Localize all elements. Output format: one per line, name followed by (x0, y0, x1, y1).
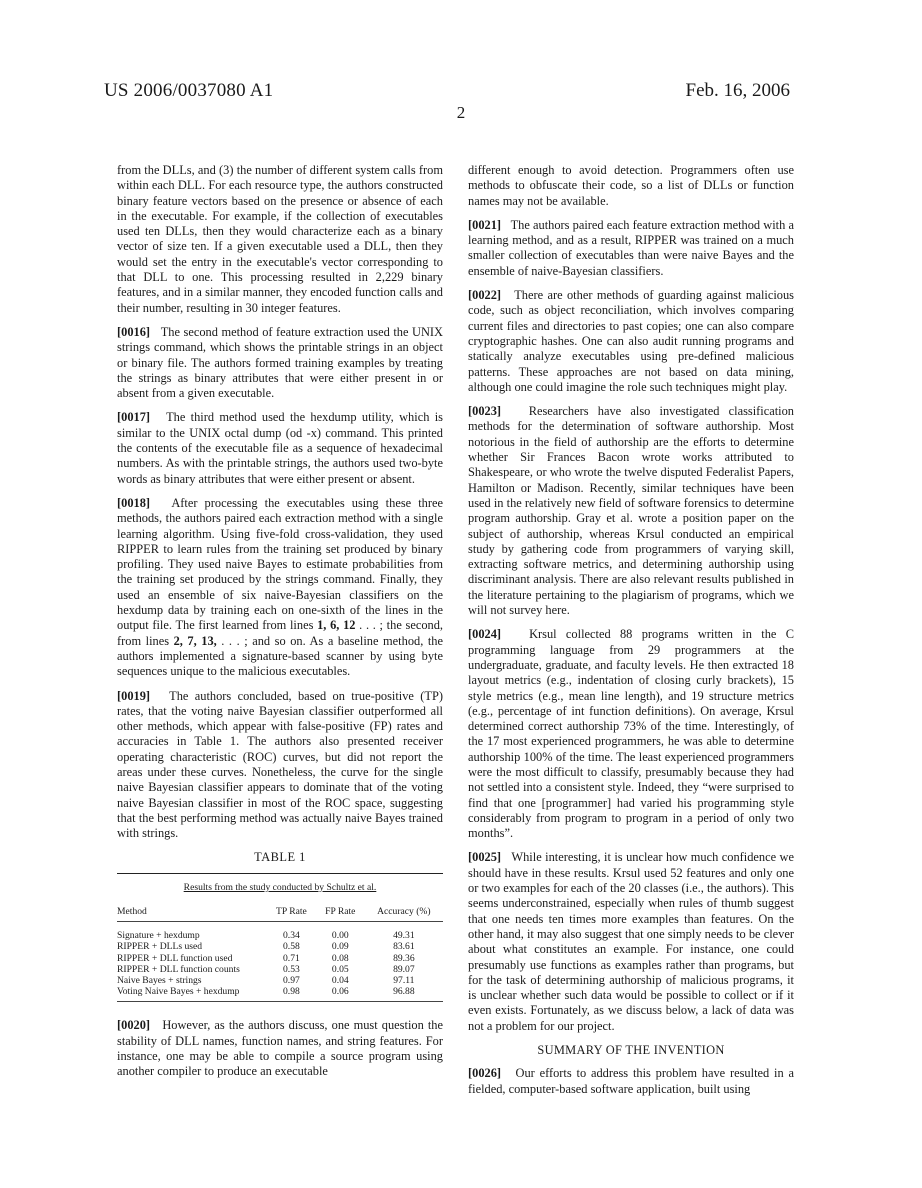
column-header-accuracy: Accuracy (%) (377, 906, 431, 918)
paragraph-number: [0022] (468, 288, 502, 303)
paragraph-0021 (468, 218, 794, 279)
table-title: TABLE 1 (254, 850, 306, 865)
paragraph-0017 (117, 410, 443, 486)
left-column (117, 163, 443, 1089)
paragraph-text: There are other methods of guarding against malicious code, such as object reconciliation, which involves comparing current files and directories to past copies; one can also compare cryptographic hashes. One can also audit running programs and statically analyze executables using pre-defined malicious patterns. These approaches are not based on data mining, although one could imagine the role such techniques might play. (468, 288, 794, 394)
paragraph-text: . . . ; and so on. As a baseline method, the authors implemented a signature-based scanner by using byte sequences unique to the malicious executables. (117, 633, 443, 679)
table-row (117, 941, 443, 952)
paragraph-text: The second method of feature extraction used the UNIX strings command, which shows the printable strings in an object or binary file. The authors formed training examples by treating the strings as binary attributes that were either present in or absent from a given executable. (117, 324, 444, 401)
fp-rate-cell: 0.00 (331, 930, 349, 942)
page-number: 2 (456, 103, 466, 122)
paragraph-text: Krsul collected 88 programs written in the C programming language from 29 programmers at the undergraduate, graduate, and faculty levels. He then extracted 18 layout metrics (e.g., indentation of closing curly brackets), 15 style metrics (e.g., mean line length), and 19 structure metrics (e.g., percentage of int function definitions). On average, Krsul determined correct authorship 73% of the time. Interestingly, of the 17 most experienced programmers, he was able to determine authorship 100% of the time. The least experienced programmers were the most difficult to classify, presumably because they had not settled into a consistent style. Indeed, they “were surprised to find that one [programmer] had varied his programming style considerably from program to program in a period of only two months”. (468, 627, 794, 841)
paragraph-0016 (117, 325, 443, 401)
paragraph-number: [0026] (468, 1066, 502, 1081)
paragraph-text: While interesting, it is unclear how much confidence we should have in these results. Krsul used 52 features and only one or two examples for each of the 20 classes (i.e., the authors). This seems underconstrained, especially when rules of thumb suggest that one needs ten times more examples than features. On the other hand, it may also suggest that one simply needs to be clever about what constitutes an example. For instance, one could presumably use functions as examples rather than programs, but for the task of determining authorship of malicious programs, it is unclear whether such data would be possible to collect or if it even exists. Fortunately, as we discuss below, a lack of data was not a problem for our project. (468, 850, 795, 1033)
paragraph-0022 (468, 288, 794, 395)
accuracy-cell: 49.31 (393, 930, 415, 942)
method-cell: Naive Bayes + strings (117, 975, 202, 987)
method-cell: RIPPER + DLL function used (117, 952, 233, 964)
table-bottom-rule (117, 1001, 443, 1002)
table-row (117, 975, 443, 986)
paragraph-0019 (117, 689, 443, 842)
paragraph-number: [0019] (117, 688, 151, 703)
right-column (468, 163, 794, 1106)
table-caption: Results from the study conducted by Schultz et al. (183, 881, 377, 893)
paragraph-text: However, as the authors discuss, one must question the stability of DLL names, function names, and string features. For instance, one may be able to compile a source program using another compiler to produce an executable (117, 1018, 443, 1079)
paragraph-continued: from the DLLs, and (3) the number of different system calls from within each DLL. For each resource type, the authors constructed binary feature vectors based on the presence or absence of each in the executable. For example, if the collection of executables used ten DLLs, then they would characterize each as a binary vector of size ten. If a given executable used a DLL, then they would set the entry in the executable's vector corresponding to that DLL to one. This processing resulted in 2,229 binary features, and in a similar manner, they encoded function calls and their number, resulting in 30 integer features. (117, 163, 443, 315)
method-cell: RIPPER + DLL function counts (117, 963, 240, 975)
column-header-method: Method (117, 906, 147, 918)
fp-rate-cell: 0.08 (331, 952, 349, 964)
tp-rate-cell: 0.97 (283, 975, 300, 987)
paragraph-number: [0021] (468, 217, 502, 232)
tp-rate-cell: 0.58 (283, 941, 300, 953)
paragraph-number: [0018] (117, 495, 151, 510)
table-row (117, 953, 443, 964)
column-header-fp-rate: FP Rate (325, 906, 356, 918)
paragraph-0025 (468, 850, 794, 1034)
table-1 (117, 850, 443, 1002)
paragraph-text: The third method used the hexdump utility, which is similar to the UNIX octal dump (od -x) command. This printed the contents of the executable file as a sequence of hexadecimal numbers. As with the printable strings, the authors used two-byte words as binary attributes that were either present or absent. (117, 410, 443, 486)
method-cell: RIPPER + DLLs used (117, 941, 203, 953)
paragraph-0026 (468, 1066, 794, 1097)
paragraph-0020 (117, 1018, 443, 1079)
tp-rate-cell: 0.53 (283, 963, 300, 975)
method-cell: Signature + hexdump (117, 930, 200, 942)
line-numbers-bold: 1, 6, 12 (317, 618, 356, 633)
paragraph-number: [0017] (117, 410, 151, 425)
paragraph-0024 (468, 627, 794, 841)
paragraph-text: The authors concluded, based on true-positive (TP) rates, that the voting naive Bayesian classifier outperformed all other methods, which appear with false-positive (FP) rates and accuracies in Table 1. The authors also presented receiver operating characteristic (ROC) curves, but did not report the areas under these curves. Nonetheless, the curve for the single naive Bayesian classifier appears to dominate that of the voting naive Bayesian classifier in most of the ROC space, suggesting that the best performing method was actually naive Bayes trained with strings. (117, 688, 444, 841)
table-row (117, 964, 443, 975)
fp-rate-cell: 0.05 (331, 963, 349, 975)
publication-number: US 2006/0037080 A1 (104, 80, 274, 101)
accuracy-cell: 97.11 (393, 975, 415, 987)
method-cell: Voting Naive Bayes + hexdump (117, 986, 240, 998)
fp-rate-cell: 0.09 (331, 941, 349, 953)
paragraph-number: [0016] (117, 324, 151, 339)
accuracy-cell: 96.88 (393, 986, 415, 998)
table-row (117, 922, 443, 942)
paragraph-number: [0023] (468, 404, 502, 419)
tp-rate-cell: 0.34 (283, 930, 300, 942)
paragraph-number: [0020] (117, 1018, 151, 1033)
paragraph-text: The authors paired each feature extraction method with a learning method, and as a result, RIPPER was trained on a much smaller collection of executables than were naive Bayes and the ensemble of naive-Bayesian classifiers. (468, 217, 794, 278)
paragraph-number: [0024] (468, 627, 502, 642)
fp-rate-cell: 0.04 (331, 975, 349, 987)
results-table (117, 904, 443, 1001)
table-row (117, 986, 443, 1001)
paragraph-0023 (468, 404, 794, 618)
table-header-row (117, 904, 443, 922)
section-heading: SUMMARY OF THE INVENTION (537, 1043, 725, 1058)
paragraph-text: . . . ; the second, from lines (117, 618, 444, 648)
paragraph-text: Our efforts to address this problem have resulted in a fielded, computer-based software application, built using (468, 1066, 794, 1096)
line-numbers-bold: 2, 7, 13, (173, 633, 217, 648)
paragraph-text: Researchers have also investigated classification methods for the determination of software authorship. Most notorious in the field of authorship are the efforts to determine whether Sir Frances Bacon wrote works attributed to Shakespeare, or who wrote the twelve disputed Federalist Papers, Hamilton or Madison. Recently, similar techniques have been used in the relatively new field of software forensics to determine program authorship. Gray et al. wrote a position paper on the subject of authorship, whereas Krsul conducted an empirical study by gathering code from programmers of varying skill, extracting software metrics, and determining authorship using discriminant analysis. There are also relevant results published in the literature pertaining to the plagiarism of programs, which we will not survey here. (468, 404, 795, 618)
paragraph-0018 (117, 496, 443, 680)
fp-rate-cell: 0.06 (331, 986, 349, 998)
paragraph-number: [0025] (468, 850, 502, 865)
column-header-tp-rate: TP Rate (275, 906, 307, 918)
paragraph-text: After processing the executables using these three methods, the authors paired each extraction method with a single learning algorithm. Using five-fold cross-validation, they used RIPPER to learn rules from the training set produced by binary profiling. They used naive Bayes to estimate probabilities from the training set produced by the strings command. Finally, they used an ensemble of six naive-Bayesian classifiers on the hexdump data by training each on one-sixth of the lines in the output file. The first learned from lines (117, 495, 443, 633)
accuracy-cell: 89.07 (393, 963, 415, 975)
paragraph-continued: different enough to avoid detection. Programmers often use methods to obfuscate their code, so a list of DLLs or function names may not be available. (468, 163, 794, 208)
accuracy-cell: 89.36 (393, 952, 415, 964)
tp-rate-cell: 0.71 (283, 952, 300, 964)
publication-date: Feb. 16, 2006 (685, 80, 790, 101)
accuracy-cell: 83.61 (393, 941, 415, 953)
tp-rate-cell: 0.98 (283, 986, 300, 998)
